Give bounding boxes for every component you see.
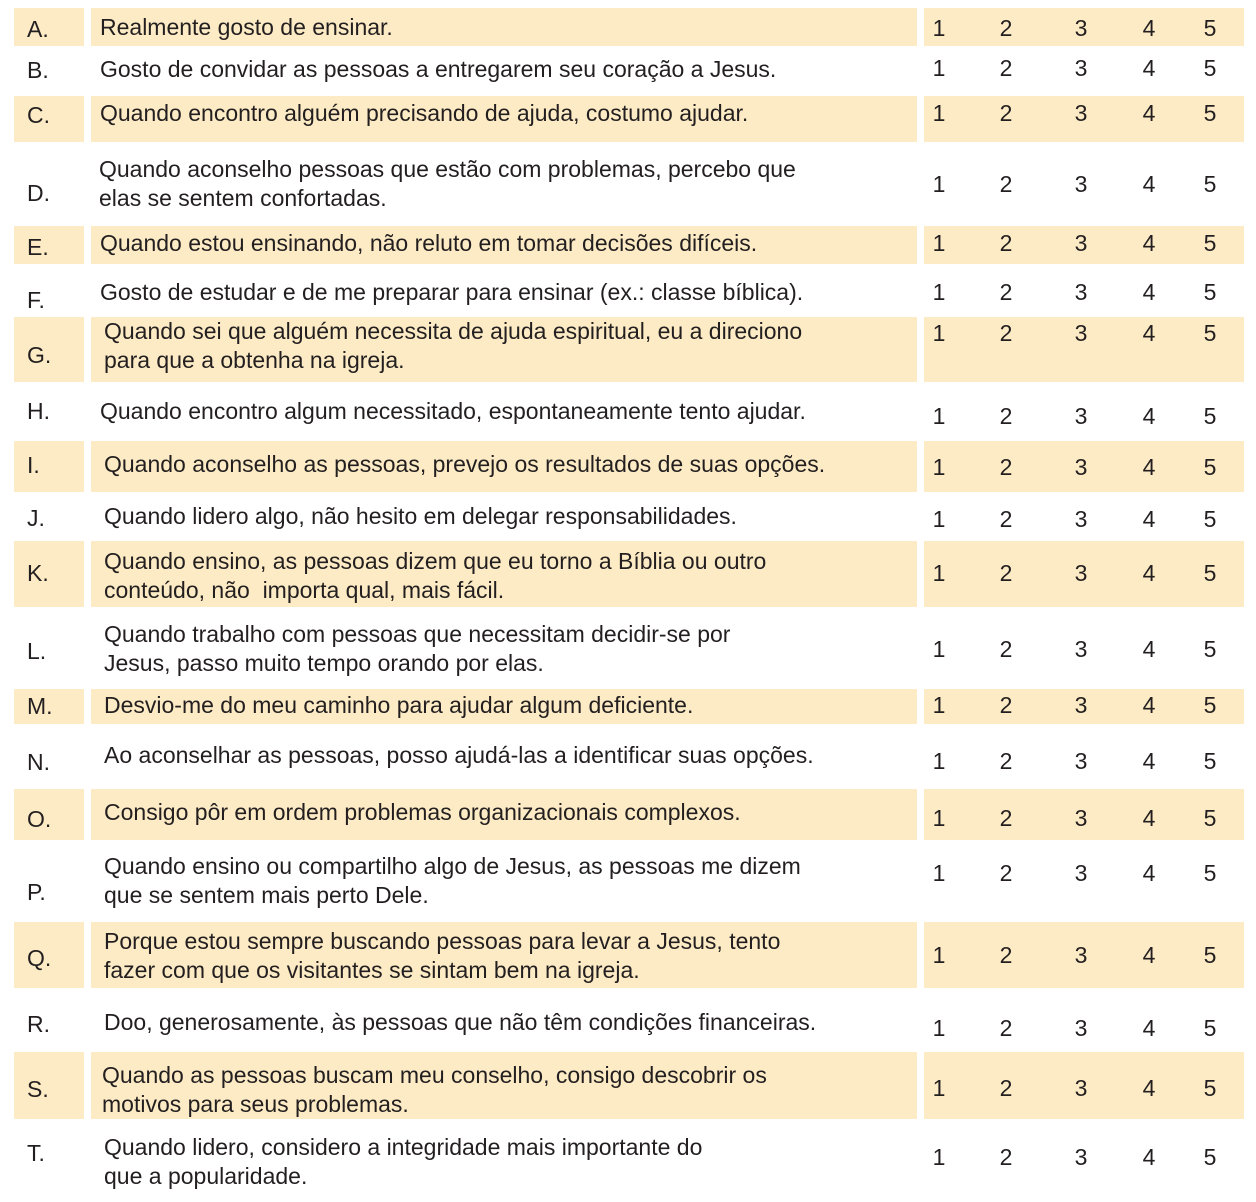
rating-option-4[interactable]: 4 <box>1142 15 1156 41</box>
statement-text: Consigo pôr em ordem problemas organizacionais complexos. <box>104 799 741 825</box>
rating-option-2[interactable]: 2 <box>999 320 1013 346</box>
rating-option-4[interactable]: 4 <box>1142 692 1156 718</box>
rating-option-2[interactable]: 2 <box>999 506 1013 532</box>
rating-option-1[interactable]: 1 <box>932 1075 946 1101</box>
item-letter: T. <box>27 1140 45 1166</box>
rating-option-1[interactable]: 1 <box>932 230 946 256</box>
rating-option-1[interactable]: 1 <box>932 636 946 662</box>
rating-option-3[interactable]: 3 <box>1074 692 1088 718</box>
rating-option-5[interactable]: 5 <box>1203 506 1217 532</box>
rating-option-5[interactable]: 5 <box>1203 171 1217 197</box>
rating-option-5[interactable]: 5 <box>1203 279 1217 305</box>
rating-option-1[interactable]: 1 <box>932 171 946 197</box>
rating-option-1[interactable]: 1 <box>932 403 946 429</box>
rating-option-2[interactable]: 2 <box>999 860 1013 886</box>
item-letter: P. <box>27 879 46 905</box>
rating-option-3[interactable]: 3 <box>1074 860 1088 886</box>
rating-option-3[interactable]: 3 <box>1074 1075 1088 1101</box>
rating-option-1[interactable]: 1 <box>932 15 946 41</box>
rating-option-2[interactable]: 2 <box>999 942 1013 968</box>
item-letter: L. <box>27 638 47 664</box>
rating-option-5[interactable]: 5 <box>1203 1144 1217 1170</box>
item-letter: N. <box>27 749 50 775</box>
item-letter: F. <box>27 287 45 313</box>
rating-option-2[interactable]: 2 <box>999 805 1013 831</box>
rating-option-5[interactable]: 5 <box>1203 454 1217 480</box>
rating-option-5[interactable]: 5 <box>1203 560 1217 586</box>
statement-text: que se sentem mais perto Dele. <box>104 882 429 908</box>
rating-option-3[interactable]: 3 <box>1074 942 1088 968</box>
item-letter: D. <box>27 180 50 206</box>
item-letter: G. <box>27 342 52 368</box>
letter-cell <box>14 441 84 492</box>
rating-option-2[interactable]: 2 <box>999 403 1013 429</box>
statement-text: Quando encontro algum necessitado, espontaneamente tento ajudar. <box>100 398 806 424</box>
rating-option-1[interactable]: 1 <box>932 560 946 586</box>
rating-option-2[interactable]: 2 <box>999 692 1013 718</box>
statement-text: que a popularidade. <box>104 1163 308 1189</box>
rating-option-3[interactable]: 3 <box>1074 171 1088 197</box>
statement-text: Quando sei que alguém necessita de ajuda espiritual, eu a direciono <box>104 318 803 344</box>
statement-text: elas se sentem confortadas. <box>99 185 387 211</box>
rating-option-2[interactable]: 2 <box>999 100 1013 126</box>
rating-option-1[interactable]: 1 <box>932 805 946 831</box>
rating-option-4[interactable]: 4 <box>1142 636 1156 662</box>
rating-option-2[interactable]: 2 <box>999 55 1013 81</box>
rating-option-5[interactable]: 5 <box>1203 860 1217 886</box>
rating-option-2[interactable]: 2 <box>999 636 1013 662</box>
statement-text: Quando as pessoas buscam meu conselho, consigo descobrir os <box>102 1062 767 1088</box>
rating-option-5[interactable]: 5 <box>1203 15 1217 41</box>
rating-option-5[interactable]: 5 <box>1203 748 1217 774</box>
rating-option-4[interactable]: 4 <box>1142 1144 1156 1170</box>
letter-cell <box>14 226 84 264</box>
rating-option-3[interactable]: 3 <box>1074 320 1088 346</box>
rating-option-4[interactable]: 4 <box>1142 403 1156 429</box>
statement-text: Porque estou sempre buscando pessoas para levar a Jesus, tento <box>104 928 781 954</box>
rating-option-3[interactable]: 3 <box>1074 454 1088 480</box>
rating-option-5[interactable]: 5 <box>1203 230 1217 256</box>
rating-option-2[interactable]: 2 <box>999 171 1013 197</box>
rating-option-1[interactable]: 1 <box>932 506 946 532</box>
rating-option-4[interactable]: 4 <box>1142 320 1156 346</box>
rating-option-3[interactable]: 3 <box>1074 1144 1088 1170</box>
rating-option-3[interactable]: 3 <box>1074 15 1088 41</box>
statement-text: Quando encontro alguém precisando de ajuda, costumo ajudar. <box>100 100 749 126</box>
letter-cell <box>14 270 84 312</box>
rating-option-1[interactable]: 1 <box>932 55 946 81</box>
statement-text: Quando estou ensinando, não reluto em tomar decisões difíceis. <box>100 230 758 256</box>
item-letter: K. <box>27 560 49 586</box>
statement-text: Gosto de convidar as pessoas a entregarem seu coração a Jesus. <box>100 56 777 82</box>
rating-option-2[interactable]: 2 <box>999 1144 1013 1170</box>
rating-option-3[interactable]: 3 <box>1074 748 1088 774</box>
rating-option-4[interactable]: 4 <box>1142 454 1156 480</box>
rating-option-3[interactable]: 3 <box>1074 55 1088 81</box>
rating-option-4[interactable]: 4 <box>1142 171 1156 197</box>
letter-cell <box>14 498 84 534</box>
item-letter: A. <box>27 16 49 42</box>
rating-option-4[interactable]: 4 <box>1142 506 1156 532</box>
item-letter: Q. <box>27 945 52 971</box>
rating-option-5[interactable]: 5 <box>1203 55 1217 81</box>
statement-text: Realmente gosto de ensinar. <box>100 14 393 40</box>
rating-option-1[interactable]: 1 <box>932 692 946 718</box>
rating-option-4[interactable]: 4 <box>1142 748 1156 774</box>
letter-cell <box>14 846 84 914</box>
item-letter: M. <box>27 693 53 719</box>
rating-option-2[interactable]: 2 <box>999 279 1013 305</box>
statement-text: Desvio-me do meu caminho para ajudar algum deficiente. <box>104 692 694 718</box>
rating-option-4[interactable]: 4 <box>1142 1075 1156 1101</box>
rating-option-1[interactable]: 1 <box>932 454 946 480</box>
rating-option-1[interactable]: 1 <box>932 100 946 126</box>
rating-option-2[interactable]: 2 <box>999 15 1013 41</box>
rating-option-4[interactable]: 4 <box>1142 560 1156 586</box>
letter-cell <box>14 8 84 46</box>
rating-option-2[interactable]: 2 <box>999 454 1013 480</box>
rating-option-4[interactable]: 4 <box>1142 55 1156 81</box>
item-letter: H. <box>27 398 50 424</box>
rating-option-5[interactable]: 5 <box>1203 403 1217 429</box>
item-letter: B. <box>27 57 49 83</box>
rating-option-3[interactable]: 3 <box>1074 230 1088 256</box>
rating-option-2[interactable]: 2 <box>999 1015 1013 1041</box>
statement-text: Quando lidero algo, não hesito em delegar responsabilidades. <box>104 503 737 529</box>
rating-option-1[interactable]: 1 <box>932 320 946 346</box>
rating-option-1[interactable]: 1 <box>932 1015 946 1041</box>
rating-option-5[interactable]: 5 <box>1203 636 1217 662</box>
rating-option-1[interactable]: 1 <box>932 279 946 305</box>
rating-option-2[interactable]: 2 <box>999 1075 1013 1101</box>
statement-text: Quando trabalho com pessoas que necessitam decidir-se por <box>104 621 731 647</box>
rating-option-3[interactable]: 3 <box>1074 279 1088 305</box>
statement-text: Quando aconselho pessoas que estão com problemas, percebo que <box>99 156 796 182</box>
rating-option-3[interactable]: 3 <box>1074 506 1088 532</box>
item-letter: S. <box>27 1076 49 1102</box>
rating-option-3[interactable]: 3 <box>1074 560 1088 586</box>
statement-text: Quando ensino ou compartilho algo de Jesus, as pessoas me dizem <box>104 853 801 879</box>
statement-text: Quando aconselho as pessoas, prevejo os resultados de suas opções. <box>104 451 826 477</box>
rating-option-4[interactable]: 4 <box>1142 279 1156 305</box>
rating-option-5[interactable]: 5 <box>1203 320 1217 346</box>
statement-text: conteúdo, não importa qual, mais fácil. <box>104 577 505 603</box>
item-letter: R. <box>27 1011 50 1037</box>
statement-text: Quando lidero, considero a integridade mais importante do <box>104 1134 703 1160</box>
rating-option-3[interactable]: 3 <box>1074 1015 1088 1041</box>
rating-option-5[interactable]: 5 <box>1203 1075 1217 1101</box>
letter-cell <box>14 615 84 687</box>
rating-option-4[interactable]: 4 <box>1142 1015 1156 1041</box>
rating-option-4[interactable]: 4 <box>1142 860 1156 886</box>
item-letter: O. <box>27 806 52 832</box>
statement-text: Gosto de estudar e de me preparar para ensinar (ex.: classe bíblica). <box>100 279 804 305</box>
statement-text: motivos para seus problemas. <box>102 1091 409 1117</box>
statement-text: Jesus, passo muito tempo orando por elas. <box>104 650 544 676</box>
letter-cell <box>14 1125 84 1195</box>
rating-option-1[interactable]: 1 <box>932 748 946 774</box>
rating-option-3[interactable]: 3 <box>1074 805 1088 831</box>
rating-option-4[interactable]: 4 <box>1142 942 1156 968</box>
item-letter: E. <box>27 234 49 260</box>
rating-option-2[interactable]: 2 <box>999 230 1013 256</box>
rating-option-3[interactable]: 3 <box>1074 403 1088 429</box>
rating-option-2[interactable]: 2 <box>999 748 1013 774</box>
rating-option-4[interactable]: 4 <box>1142 100 1156 126</box>
rating-option-1[interactable]: 1 <box>932 942 946 968</box>
item-letter: I. <box>27 452 40 478</box>
statement-text: fazer com que os visitantes se sintam bem na igreja. <box>104 957 640 983</box>
rating-option-3[interactable]: 3 <box>1074 636 1088 662</box>
item-letter: C. <box>27 102 50 128</box>
statement-text: Quando ensino, as pessoas dizem que eu torno a Bíblia ou outro <box>104 548 767 574</box>
rating-option-5[interactable]: 5 <box>1203 1015 1217 1041</box>
item-letter: J. <box>27 505 45 531</box>
statement-text: Ao aconselhar as pessoas, posso ajudá-las a identificar suas opções. <box>104 742 814 768</box>
rating-option-2[interactable]: 2 <box>999 560 1013 586</box>
rating-option-1[interactable]: 1 <box>932 860 946 886</box>
rating-option-4[interactable]: 4 <box>1142 805 1156 831</box>
rating-option-1[interactable]: 1 <box>932 1144 946 1170</box>
rating-option-5[interactable]: 5 <box>1203 100 1217 126</box>
rating-option-4[interactable]: 4 <box>1142 230 1156 256</box>
statement-text: para que a obtenha na igreja. <box>104 347 405 373</box>
letter-cell <box>14 541 84 607</box>
letter-cell <box>14 1052 84 1119</box>
rating-option-5[interactable]: 5 <box>1203 942 1217 968</box>
statement-text: Doo, generosamente, às pessoas que não têm condições financeiras. <box>104 1009 817 1035</box>
rating-option-5[interactable]: 5 <box>1203 692 1217 718</box>
rating-option-5[interactable]: 5 <box>1203 805 1217 831</box>
rating-option-3[interactable]: 3 <box>1074 100 1088 126</box>
letter-cell <box>14 54 84 90</box>
